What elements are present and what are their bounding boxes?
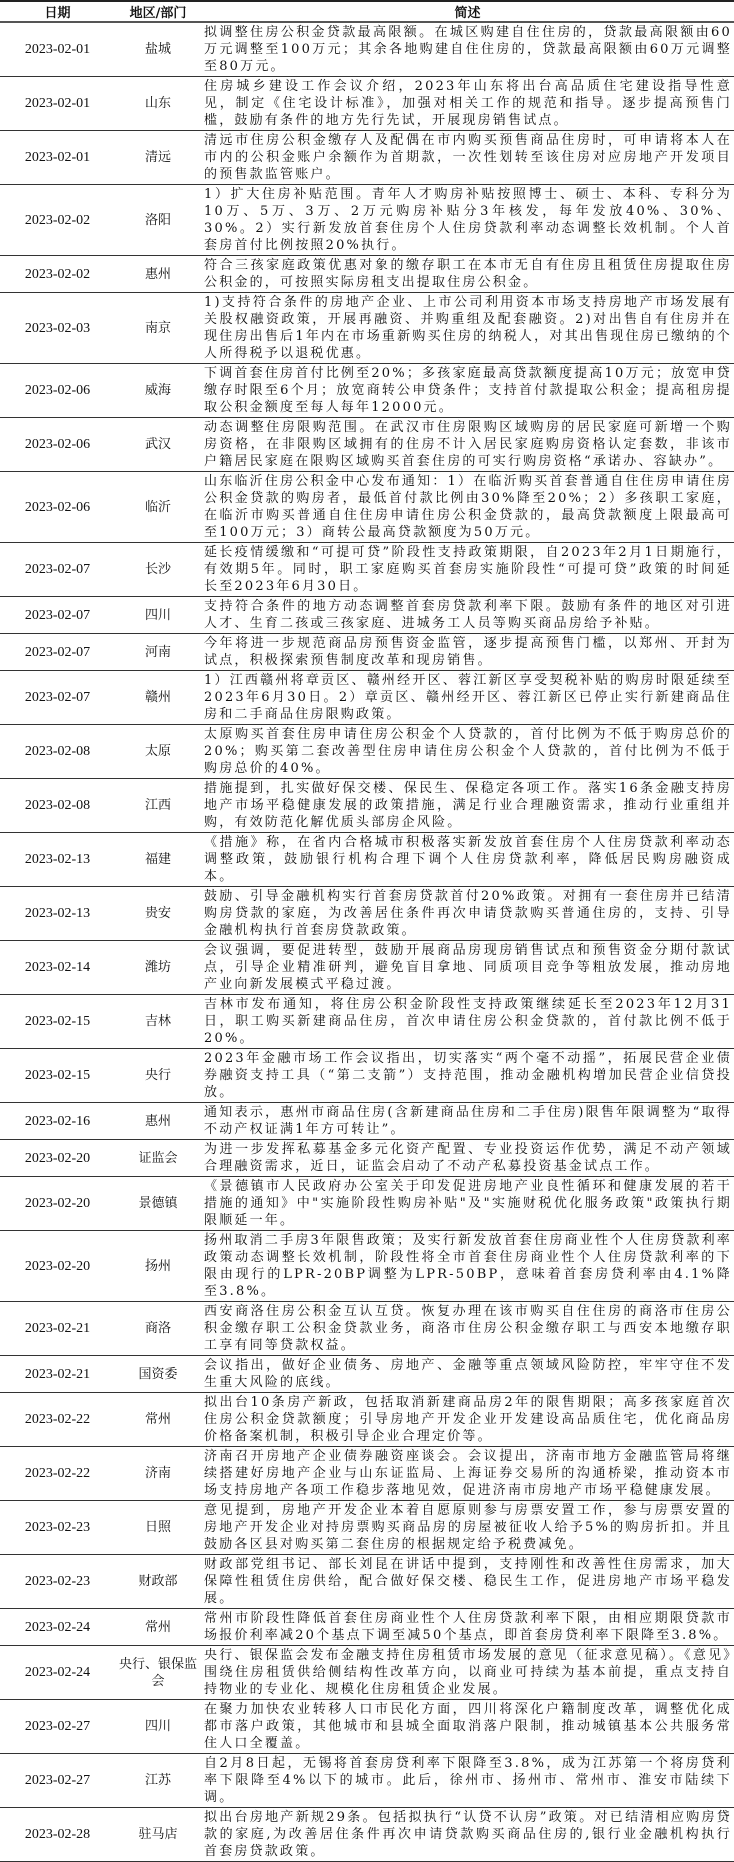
table-row bbox=[0, 22, 734, 77]
region-cell: 盐城 bbox=[144, 42, 171, 57]
table-row bbox=[0, 1231, 734, 1302]
summary-cell: 拟出台10条房产新政，包括取消新建商品房2年的限售期限；高多孩家庭首次住房公积金贷款额度；引导房地产开发企业开发建设高品质住宅，优化商品房价格备案机制，积极引导企业合理定价等。 bbox=[204, 1395, 732, 1444]
summary-cell: 济南召开房地产企业债券融资座谈会。会议提出，济南市地方金融监管局将继续搭建好房地产企业与山东证监局、上海证券交易所的沟通桥梁，推动资本市场支持房地产各项工作稳步落地见效，促进济南市房地产市场平稳健康发展。 bbox=[204, 1449, 732, 1498]
region-cell: 贵安 bbox=[144, 906, 171, 921]
region-cell: 惠州 bbox=[144, 1113, 171, 1129]
summary-cell: 延长疫情缓缴和“可提可贷”阶段性支持政策期限，自2023年2月1日期施行，有效期5年。同时，职工家庭购买首套房实施阶段性“可提可贷”政策的时间延长至2023年6月30日。 bbox=[204, 545, 732, 594]
date-cell: 2023-02-07 bbox=[24, 690, 91, 705]
date-cell: 2023-02-14 bbox=[24, 960, 91, 975]
summary-cell: 山东临沂住房公积金中心发布通知：1）在临沂购买首套普通自住住房申请住房公积金贷款的购房者，最低首付款比例由30%降至20%；2）多孩职工家庭，在临沂市购买普通自住住房申请住房公积金贷款的，最高贷款额度上限最高可至100万元；3）商转公最高贷款额度为50万元。 bbox=[204, 474, 732, 540]
region-cell: 证监会 bbox=[138, 1150, 178, 1166]
summary-cell: 在聚力加快农业转移人口市民化方面，四川将深化户籍制度改革，调整优化成都市落户政策，其他城市和县城全面取消落户限制，推动城镇基本公共服务常住人口全覆盖。 bbox=[204, 1702, 732, 1751]
table-row bbox=[0, 1700, 734, 1754]
region-cell: 商洛 bbox=[144, 1321, 171, 1336]
region-cell: 洛阳 bbox=[144, 212, 171, 228]
table-row bbox=[0, 185, 734, 256]
region-cell: 赣州 bbox=[144, 690, 171, 705]
summary-cell: 措施提到，扎实做好保交楼、保民生、保稳定各项工作。落实16条金融支持房地产市场平稳健康发展的政策措施，满足行业合理融资需求，推动行业重组并购，有效防范化解优质头部房企风险。 bbox=[204, 781, 732, 830]
table-row bbox=[0, 941, 734, 995]
region-cell: 常州 bbox=[144, 1619, 171, 1635]
table-row bbox=[0, 1646, 734, 1700]
table-row bbox=[0, 1177, 734, 1231]
table-row bbox=[0, 418, 734, 472]
date-cell: 2023-02-08 bbox=[24, 798, 91, 813]
date-cell: 2023-02-20 bbox=[24, 1196, 91, 1211]
table-row bbox=[0, 77, 734, 131]
summary-cell: 2023年金融市场工作会议指出，切实落实“两个毫不动摇”，拓展民营企业债券融资支持工具（“第二支箭”）支持范围，推动金融机构增加民营企业信贷投放。 bbox=[204, 1051, 732, 1100]
date-cell: 2023-02-24 bbox=[24, 1665, 91, 1680]
date-cell: 2023-02-07 bbox=[24, 562, 91, 577]
region-cell: 济南 bbox=[144, 1466, 171, 1481]
region-cell: 国资委 bbox=[138, 1366, 178, 1382]
date-cell: 2023-02-06 bbox=[24, 383, 91, 398]
header-summary: 简述 bbox=[454, 6, 481, 21]
table-row bbox=[0, 887, 734, 941]
table-row bbox=[0, 1808, 734, 1862]
date-cell: 2023-02-01 bbox=[24, 150, 91, 165]
summary-cell: 吉林市发布通知，将住房公积金阶段性支持政策继续延长至2023年12月31日，职工购买新建商品住房，首次申请住房公积金贷款的，首付款比例不低于20%。 bbox=[204, 997, 732, 1046]
date-cell: 2023-02-27 bbox=[24, 1719, 91, 1734]
summary-cell: 西安商洛住房公积金互认互贷。恢复办理在该市购买自住住房的商洛市住房公积金缴存职工公积金贷款业务，商洛市住房公积金缴存职工与西安本地缴存职工享有同等贷款权益。 bbox=[204, 1304, 732, 1353]
summary-cell: 扬州取消二手房3年限售政策；及实行新发放首套住房商业性个人住房贷款利率政策动态调整长效机制，阶段性将全市首套住房商业性个人住房贷款利率的下限由现行的LPR-20BP调整为LPR-50BP，意味着首套房贷利率由4.1%降至3.8%。 bbox=[204, 1233, 732, 1299]
region-cell: 央行、银保监会 bbox=[118, 1656, 197, 1689]
region-cell: 景德镇 bbox=[138, 1196, 178, 1211]
summary-cell: 为进一步发挥私募基金多元化资产配置、专业投资运作优势，满足不动产领域合理融资需求，近日，证监会启动了不动产私募投资基金试点工作。 bbox=[204, 1142, 732, 1174]
summary-cell: 拟出台房地产新规29条。包括拟执行“认贷不认房”政策。对已结清相应购房贷款的家庭,为改善居住条件再次申请贷款购买商品住房的,银行业金融机构执行首套房贷款政策。 bbox=[204, 1810, 732, 1859]
date-cell: 2023-02-20 bbox=[24, 1258, 91, 1274]
header-date: 日期 bbox=[44, 6, 71, 21]
date-cell: 2023-02-06 bbox=[24, 437, 91, 452]
date-cell: 2023-02-24 bbox=[24, 1619, 91, 1635]
table-row bbox=[0, 1140, 734, 1177]
table-row bbox=[0, 725, 734, 779]
date-cell: 2023-02-13 bbox=[24, 906, 91, 921]
table-body bbox=[0, 22, 734, 1862]
region-cell: 清远 bbox=[144, 150, 171, 165]
date-cell: 2023-02-07 bbox=[24, 607, 91, 623]
table-header-row bbox=[0, 1, 734, 22]
table-row bbox=[0, 543, 734, 597]
date-cell: 2023-02-21 bbox=[24, 1366, 91, 1382]
table-row bbox=[0, 131, 734, 185]
region-cell: 福建 bbox=[144, 852, 171, 867]
date-cell: 2023-02-28 bbox=[24, 1827, 91, 1842]
date-cell: 2023-02-21 bbox=[24, 1321, 91, 1336]
region-cell: 潍坊 bbox=[144, 960, 171, 975]
table-row bbox=[0, 472, 734, 543]
table-row bbox=[0, 293, 734, 364]
date-cell: 2023-02-22 bbox=[24, 1412, 91, 1427]
region-cell: 太原 bbox=[144, 744, 171, 759]
summary-cell: 《景德镇市人民政府办公室关于印发促进房地产业良性循环和健康发展的若干措施的通知》中"实施阶段性购房补贴"及"实施财税优化服务政策"政策执行期限顺延一年。 bbox=[204, 1179, 732, 1228]
region-cell: 武汉 bbox=[144, 437, 171, 452]
table-row bbox=[0, 634, 734, 671]
date-cell: 2023-02-08 bbox=[24, 744, 91, 759]
table-row bbox=[0, 671, 734, 725]
date-cell: 2023-02-27 bbox=[24, 1773, 91, 1788]
table-row bbox=[0, 597, 734, 634]
date-cell: 2023-02-15 bbox=[24, 1014, 91, 1029]
summary-cell: 意见提到，房地产开发企业本着自愿原则参与房票安置工作，参与房票安置的房地产开发企业对持房票购买商品房的房屋被征收人给予5%的购房折扣。并且鼓励各区县对购买第二套住房的根据规定给予税费减免。 bbox=[204, 1503, 732, 1552]
table-row bbox=[0, 1049, 734, 1103]
summary-cell: 符合三孩家庭政策优惠对象的缴存职工在本市无自有住房且租赁住房提取住房公积金的，可按照实际房租支出提取住房公积金。 bbox=[204, 258, 732, 290]
region-cell: 常州 bbox=[144, 1412, 171, 1427]
region-cell: 央行 bbox=[144, 1068, 171, 1083]
summary-cell: 1）扩大住房补贴范围。青年人才购房补贴按照博士、硕士、本科、专科分为10万、5万、3万、2万元购房补贴分3年核发，每年发放40%、30%、30%。2）实行新发放首套住房个人住房贷款利率动态调整长效机制。个人首套房首付比例按照20%执行。 bbox=[204, 187, 732, 253]
region-cell: 扬州 bbox=[144, 1258, 171, 1274]
summary-cell: 清远市住房公积金缴存人及配偶在市内购买预售商品住房时，可申请将本人在市内的公积金账户余额作为首期款，一次性划转至该住房对应房地产开发项目的预售款监管账户。 bbox=[204, 133, 732, 182]
summary-cell: 财政部党组书记、部长刘昆在讲话中提到，支持刚性和改善性住房需求，加大保障性租赁住房供给，配合做好保交楼、稳民生工作，促进房地产市场平稳发展。 bbox=[204, 1557, 732, 1606]
summary-cell: 鼓励、引导金融机构实行首套房贷款首付20%政策。对拥有一套住房并已结清购房贷款的家庭，为改善居住条件再次申请贷款购买普通住房的，支持、引导金融机构执行首套房贷款政策。 bbox=[204, 889, 732, 938]
header-region: 地区/部门 bbox=[129, 6, 187, 21]
table-row bbox=[0, 1555, 734, 1609]
summary-cell: 会议指出，做好企业债务、房地产、金融等重点领域风险防控，牢牢守住不发生重大风险的底线。 bbox=[204, 1358, 732, 1390]
region-cell: 惠州 bbox=[144, 266, 171, 282]
table-row bbox=[0, 1609, 734, 1646]
table-row bbox=[0, 1103, 734, 1140]
region-cell: 四川 bbox=[144, 1719, 171, 1734]
date-cell: 2023-02-16 bbox=[24, 1113, 91, 1129]
summary-cell: 会议强调，要促进转型，鼓励开展商品房现房销售试点和预售资金分期付款试点，引导企业精准研判，避免盲目拿地、同质项目竞争等粗放发展，推动房地产业向新发展模式平稳过渡。 bbox=[204, 943, 732, 992]
summary-cell: 常州市阶段性降低首套住房商业性个人住房贷款利率下限，由相应期限贷款市场报价利率减20个基点下调至减50个基点，即首套房贷利率下限降至3.8%。 bbox=[204, 1611, 732, 1643]
region-cell: 临沂 bbox=[144, 499, 171, 515]
summary-cell: 《措施》称，在省内合格城市积极落实新发放首套住房个人住房贷款利率动态调整政策，鼓励银行机构合理下调个人住房贷款利率，降低居民购房融资成本。 bbox=[204, 835, 732, 884]
date-cell: 2023-02-22 bbox=[24, 1466, 91, 1481]
summary-cell: 住房城乡建设工作会议介绍，2023年山东将出台高品质住宅建设指导性意见，制定《住宅设计标准》，加强对相关工作的规范和指导。逐步提高预售门槛，鼓励有条件的地方先行先试，开展现房销售试点。 bbox=[204, 79, 732, 128]
table-row bbox=[0, 1501, 734, 1555]
summary-cell: 支持符合条件的地方动态调整首套房贷款利率下限。鼓励有条件的地区对引进人才、生育二孩或三孩家庭、进城务工人员等购买商品房给予补贴。 bbox=[204, 599, 732, 631]
table-row bbox=[0, 364, 734, 418]
summary-cell: 通知表示，惠州市商品住房(含新建商品住房和二手住房)限售年限调整为“取得不动产权证满1年方可转让”。 bbox=[204, 1105, 732, 1137]
date-cell: 2023-02-15 bbox=[24, 1068, 91, 1083]
summary-cell: 太原购买首套住房申请住房公积金个人贷款的，首付比例为不低于购房总价的20%；购买第二套改善型住房申请住房公积金个人贷款的，首付比例为不低于购房总价的40%。 bbox=[204, 727, 732, 776]
date-cell: 2023-02-20 bbox=[24, 1150, 91, 1166]
region-cell: 山东 bbox=[144, 96, 171, 111]
date-cell: 2023-02-23 bbox=[24, 1574, 91, 1589]
summary-cell: 拟调整住房公积金贷款最高限额。在城区购建自住住房的，贷款最高限额由60万元调整至100万元；其余各地购建自住住房的，贷款最高限额由60万元调整至80万元。 bbox=[204, 25, 732, 74]
summary-cell: 自2月8日起，无锡将首套房贷利率下限降至3.8%，成为江苏第一个将房贷利率下限降至4%以下的城市。此后，徐州市、扬州市、常州市、淮安市陆续下调。 bbox=[204, 1756, 732, 1805]
summary-cell: 1)支持符合条件的房地产企业、上市公司利用资本市场支持房地产市场发展有关股权融资政策，开展再融资、并购重组及配套融资。2)对出售自有住房并在现住房出售后1年内在市场重新购买住房的纳税人，对其出售现住房已缴纳的个人所得税予以退税优惠。 bbox=[204, 295, 732, 361]
region-cell: 日照 bbox=[144, 1520, 171, 1535]
region-cell: 河南 bbox=[144, 644, 171, 660]
region-cell: 江西 bbox=[144, 798, 171, 813]
region-cell: 四川 bbox=[144, 607, 171, 623]
table-row bbox=[0, 833, 734, 887]
table-row bbox=[0, 1302, 734, 1356]
table-row bbox=[0, 256, 734, 293]
summary-cell: 央行、银保监会发布金融支持住房租赁市场发展的意见（征求意见稿）。《意见》围绕住房租赁供给侧结构性改革方向，以商业可持续为基本前提，重点支持自持物业的专业化、规模化住房租赁企业发展。 bbox=[204, 1648, 732, 1697]
date-cell: 2023-02-01 bbox=[24, 42, 91, 57]
table-row bbox=[0, 1447, 734, 1501]
table-row bbox=[0, 1754, 734, 1808]
date-cell: 2023-02-02 bbox=[24, 212, 91, 228]
date-cell: 2023-02-07 bbox=[24, 644, 91, 660]
table-row bbox=[0, 1356, 734, 1393]
date-cell: 2023-02-03 bbox=[24, 320, 91, 336]
table-row bbox=[0, 995, 734, 1049]
region-cell: 威海 bbox=[144, 383, 171, 398]
date-cell: 2023-02-13 bbox=[24, 852, 91, 867]
date-cell: 2023-02-02 bbox=[24, 266, 91, 282]
region-cell: 驻马店 bbox=[138, 1827, 178, 1842]
region-cell: 长沙 bbox=[144, 562, 171, 577]
region-cell: 江苏 bbox=[144, 1773, 171, 1788]
summary-cell: 今年将进一步规范商品房预售资金监管，逐步提高预售门槛，以郑州、开封为试点，积极探索预售制度改革和现房销售。 bbox=[204, 636, 732, 668]
date-cell: 2023-02-01 bbox=[24, 96, 91, 111]
region-cell: 财政部 bbox=[138, 1574, 178, 1589]
table-row bbox=[0, 1393, 734, 1447]
region-cell: 南京 bbox=[144, 320, 171, 336]
summary-cell: 1）江西赣州将章贡区、赣州经开区、蓉江新区享受契税补贴的购房时限延续至2023年6月30日。2）章贡区、赣州经开区、蓉江新区已停止实行新建商品住房和二手商品住房限购政策。 bbox=[204, 673, 732, 722]
date-cell: 2023-02-23 bbox=[24, 1520, 91, 1535]
summary-cell: 下调首套住房首付比例至20%；多孩家庭最高贷款额度提高10万元；放宽申贷缴存时限至6个月；放宽商转公申贷条件；支持首付款提取公积金；提高租房提取公积金额度至每人每年12000元。 bbox=[204, 366, 732, 415]
region-cell: 吉林 bbox=[144, 1014, 171, 1029]
summary-cell: 动态调整住房限购范围。在武汉市住房限购区域购房的居民家庭可新增一个购房资格，在非限购区域拥有的住房不计入居民家庭购房资格认定套数，非该市户籍居民家庭在限购区域购买首套住房的可实行购房资格“承诺办、容缺办”。 bbox=[204, 420, 732, 469]
table-row bbox=[0, 779, 734, 833]
date-cell: 2023-02-06 bbox=[24, 499, 91, 515]
